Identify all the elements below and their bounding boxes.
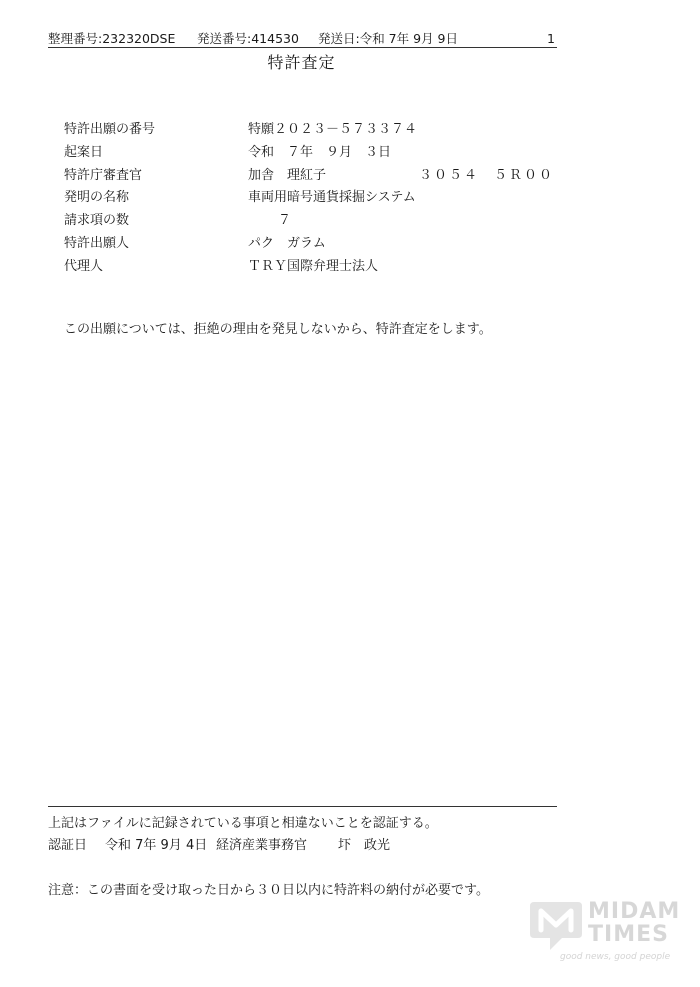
- info-value: 車両用暗号通貨採掘システム: [248, 190, 416, 206]
- info-row-applicant: [64, 233, 564, 256]
- payment-notice: 注意：この書面を受け取った日から３０日以内に特許料の納付が必要です。: [48, 883, 489, 898]
- info-row-agent: [64, 256, 564, 279]
- info-row-draft-date: [64, 142, 564, 165]
- certification-details: [48, 836, 390, 856]
- document-header: [48, 30, 557, 48]
- officer-title: 経済産業事務官: [216, 838, 308, 853]
- reference-number: 整理番号:232320DSE: [48, 31, 176, 46]
- info-value: パク ガラム: [248, 235, 326, 251]
- info-value: 加舎 理紅子: [248, 167, 327, 183]
- application-info-table: [64, 119, 564, 279]
- midam-logo-icon: [528, 898, 584, 952]
- footer-divider: [48, 806, 557, 807]
- info-label: 起案日: [64, 144, 104, 160]
- watermark-name-line1: MIDAM: [588, 899, 681, 924]
- watermark-name: [588, 900, 680, 946]
- officer-name: 圷 政光: [338, 838, 391, 853]
- info-row-invention-title: [64, 187, 564, 210]
- info-value: 特願２０２３－５７３３７４: [248, 122, 418, 137]
- info-row-application-number: [64, 119, 564, 142]
- info-label: 請求項の数: [64, 213, 130, 229]
- decision-statement: この出願については、拒絶の理由を発見しないから、特許査定をします。: [64, 322, 492, 337]
- info-value: 令和 ７年 ９月 ３日: [248, 144, 392, 160]
- info-label: 特許出願の番号: [64, 122, 156, 137]
- page-number: 1: [547, 31, 555, 46]
- info-row-examiner: [64, 165, 564, 188]
- watermark: [528, 890, 690, 970]
- certification-statement: 上記はファイルに記録されている事項と相違ないことを認証する。: [48, 816, 438, 831]
- info-row-claim-count: [64, 210, 564, 233]
- certification-date: 令和 7年 9月 4日: [105, 838, 208, 853]
- dispatch-date: 発送日:令和 7年 9月 9日: [318, 31, 458, 46]
- info-label: 特許出願人: [64, 235, 130, 251]
- watermark-name-line2: TIMES: [588, 922, 669, 947]
- certification-label: 認証日: [48, 838, 88, 853]
- info-value: ＴＲＹ国際弁理士法人: [248, 258, 379, 274]
- dispatch-number: 発送番号:414530: [197, 31, 299, 46]
- info-label: 代理人: [64, 258, 104, 274]
- info-label: 特許庁審査官: [64, 167, 143, 183]
- watermark-tagline: good news, good people: [560, 952, 671, 962]
- document-title: 特許査定: [267, 53, 336, 72]
- info-value: ７: [278, 213, 292, 229]
- header-divider: [48, 47, 557, 48]
- info-label: 発明の名称: [64, 190, 130, 206]
- examiner-code: ３０５４ ５Ｒ００: [419, 167, 555, 183]
